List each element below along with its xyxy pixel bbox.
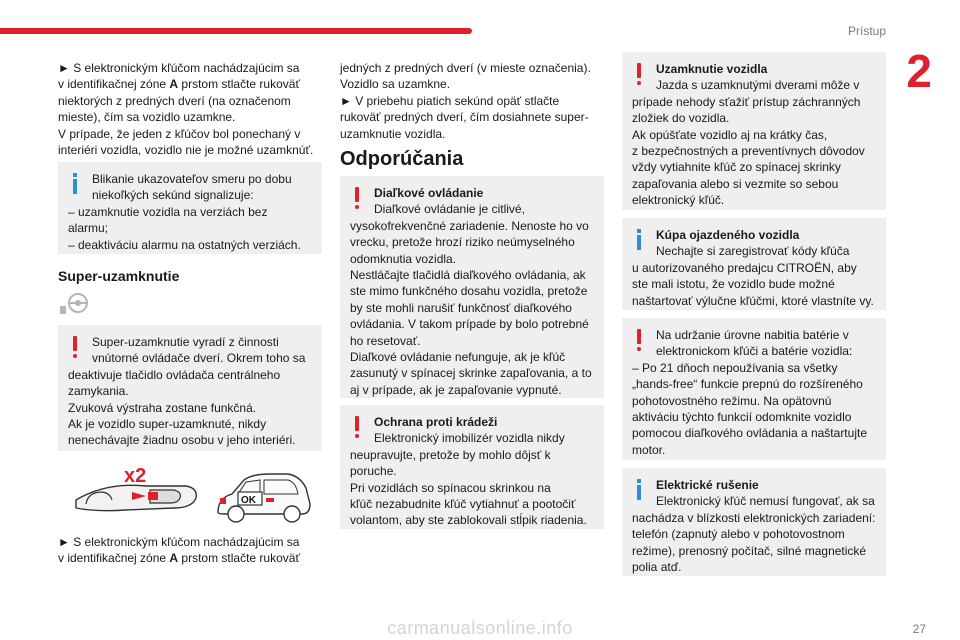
text-line: by ste mohli narušiť funkčnosť diaľkového <box>350 300 572 315</box>
info-box-used-vehicle <box>622 218 886 310</box>
door-handle-illustration <box>66 462 206 527</box>
text-line: „hands-free“ funkcie prepnú do rozšíreného <box>632 377 863 392</box>
warning-icon <box>350 186 364 210</box>
text-line: jedných z predných dverí (v mieste označenia). <box>340 61 591 75</box>
text-line: ste mimo funkčného dosahu vozidla, pretože <box>350 284 588 299</box>
text-line: polia atď. <box>632 560 682 575</box>
text-line: – uzamknutie vozidla na verziách bez <box>68 204 268 219</box>
warning-box-locking <box>622 52 886 210</box>
super-lock-heading: Super-uzamknutie <box>58 268 180 284</box>
text-line: elektronickom kľúči a batérie vozidla: <box>656 344 853 359</box>
warning-icon <box>68 335 82 359</box>
text-line: ► S elektronickým kľúčom nachádzajúcim sa <box>58 61 300 75</box>
press-twice-label: x2 <box>124 465 147 487</box>
text-line: pomocou diaľkového ovládania a naštartujte <box>632 426 867 441</box>
paragraph-lock-instructions <box>58 60 328 158</box>
text-line: kľúč nezabudnite kľúč vytiahnuť a pootočiť <box>350 497 576 512</box>
text-line: nenechávajte žiadnu osobu v jeho interiéri. <box>68 433 296 448</box>
text-line: deaktivuje tlačidlo ovládača centrálneho <box>68 367 281 382</box>
text-line: mieste), čím sa vozidlo uzamkne. <box>58 110 236 125</box>
text-line: aktiváciu týchto funkcií odomknite vozidlo <box>632 410 852 425</box>
zone-label: A <box>169 551 179 566</box>
warning-box-remote-control <box>340 176 604 398</box>
warning-box-anti-theft <box>340 405 604 529</box>
text-line: Zvuková výstraha zostane funkčná. <box>68 400 257 415</box>
text-line: telefón (zapnutý alebo v pohotovostnom <box>632 527 845 542</box>
text-line: naštartovať výlučne kľúčmi, ktoré vlastníte vy. <box>632 293 874 308</box>
info-box-electrical-interference <box>622 468 886 576</box>
text-line: volantom, aby ste zablokovali stĺpik riadenia. <box>350 513 587 528</box>
box-title: Ochrana proti krádeži <box>374 415 498 429</box>
chapter-number: 2 <box>906 45 932 97</box>
text-line: Nestláčajte tlačidlá diaľkového ovládania, ak <box>350 268 586 283</box>
info-icon <box>632 478 646 502</box>
text-line: Diaľkové ovládanie je citlivé, <box>374 202 525 217</box>
text-line: z bezpečnostných a preventívnych dôvodov <box>632 144 865 159</box>
text-line: v identifikačnej zóne <box>58 551 170 566</box>
text-line: Elektronický kľúč nemusí fungovať, ak sa <box>656 494 875 509</box>
warning-icon <box>632 62 646 86</box>
text-line: motor. <box>632 442 666 457</box>
text-line: neupravujte, pretože by mohlo dôjsť k <box>350 447 551 462</box>
text-line: ► V priebehu piatich sekúnd opäť stlačte <box>340 93 560 108</box>
text-line: odomknutia vozidla. <box>350 251 457 266</box>
text-line: Vozidlo sa uzamkne. <box>340 77 451 92</box>
text-line: ho resetovať. <box>350 333 421 348</box>
text-line: poruche. <box>350 464 397 479</box>
text-line: Na udržanie úrovne nabitia batérie v <box>656 328 849 342</box>
box-title: Kúpa ojazdeného vozidla <box>656 228 800 242</box>
section-title: Prístup <box>847 24 886 38</box>
box-title: Diaľkové ovládanie <box>374 186 484 200</box>
text-line: – Po 21 dňoch nepoužívania sa všetky <box>632 360 838 375</box>
warning-icon <box>632 328 646 352</box>
warning-box-battery <box>622 318 886 460</box>
text-line: ovládania. V takom prípade by bolo potrebné <box>350 317 589 332</box>
car-locked-illustration <box>214 468 314 531</box>
info-icon <box>632 228 646 252</box>
text-line: v identifikačnej zóne <box>58 77 170 92</box>
text-line: zapaľovania alebo si vezmite so sebou <box>632 176 839 191</box>
box-title: Uzamknutie vozidla <box>656 62 768 76</box>
text-line: Ak je vozidlo super-uzamknuté, nikdy <box>68 417 267 432</box>
text-line: u autorizovaného predajcu CITROËN, aby <box>632 260 857 275</box>
warning-icon <box>350 415 364 439</box>
text-line: Blikanie ukazovateľov smeru po dobu <box>92 172 292 186</box>
text-line: niektorých z predných dverí (na označenom <box>58 93 291 108</box>
text-line: nachádza v blízkosti elektronických zariadení: <box>632 510 876 525</box>
ok-label: OK <box>241 495 256 506</box>
page-number: 27 <box>912 622 926 636</box>
text-line: uzamknutie vozidla. <box>340 126 446 141</box>
text-line: vrecku, pretože hrozí riziko neúmyselného <box>350 235 575 250</box>
paragraph-super-lock-instructions <box>58 534 328 567</box>
steering-lock-icon <box>58 292 92 323</box>
info-icon <box>68 172 82 196</box>
text-line: zložiek do vozidla. <box>632 111 730 126</box>
footer-watermark: carmanualsonline.info <box>387 618 573 638</box>
text-line: zamykania. <box>68 384 129 399</box>
info-box-indicators <box>58 162 322 254</box>
text-line: ► S elektronickým kľúčom nachádzajúcim sa <box>58 535 300 549</box>
text-line: pohotovostného režimu. Na opätovnú <box>632 393 832 408</box>
text-line: V prípade, že jeden z kľúčov bol ponechaný v <box>58 126 301 141</box>
text-line: alarmu; <box>68 221 109 236</box>
text-line: Elektronický imobilizér vozidla nikdy <box>374 431 565 446</box>
recommendations-heading: Odporúčania <box>340 148 464 170</box>
text-line: prstom stlačte rukoväť <box>178 77 300 92</box>
text-line: vysokofrekvenčné zariadenie. Nenoste ho vo <box>350 218 589 233</box>
text-line: prípade nehody sťažiť prístup záchranných <box>632 94 861 109</box>
text-line: interiéri vozidla, vozidlo nie je možné uzamknúť. <box>58 143 314 158</box>
text-line: vnútorné ovládače dverí. Okrem toho sa <box>92 351 306 366</box>
text-line: ste mali istotu, že vozidlo bude možné <box>632 277 835 292</box>
text-line: prstom stlačte rukoväť <box>178 551 300 566</box>
box-title: Elektrické rušenie <box>656 478 759 492</box>
text-line: Nechajte si zaregistrovať kódy kľúča <box>656 244 850 259</box>
text-line: Pri vozidlách so spínacou skrinkou na <box>350 480 551 495</box>
chapter-accent-bar <box>0 28 472 34</box>
text-line: rukoväť predných dverí, čím dosiahnete super- <box>340 110 589 125</box>
text-line: elektronický kľúč. <box>632 193 725 208</box>
text-line: Jazda s uzamknutými dverami môže v <box>656 78 860 93</box>
text-line: Ak opúšťate vozidlo aj na krátky čas, <box>632 127 828 142</box>
warning-box-super-lock <box>58 325 322 451</box>
zone-label: A <box>169 77 179 92</box>
text-line: zasunutý v spínacej skrinke zapaľovania, a to <box>350 366 592 381</box>
text-line: niekoľkých sekúnd signalizuje: <box>92 188 254 203</box>
text-line: – deaktiváciu alarmu na ostatných verziách. <box>68 237 301 252</box>
text-line: aj v prípade, ak je zapaľovanie vypnuté. <box>350 382 562 397</box>
paragraph-super-lock-continued <box>340 60 610 142</box>
text-line: Diaľkové ovládanie nefunguje, ak je kľúč <box>350 350 566 365</box>
text-line: Super-uzamknutie vyradí z činnosti <box>92 335 279 349</box>
text-line: režime), prenosný počítač, silné magnetické <box>632 543 867 558</box>
text-line: vždy vytiahnite kľúč zo spínacej skrinky <box>632 160 841 175</box>
